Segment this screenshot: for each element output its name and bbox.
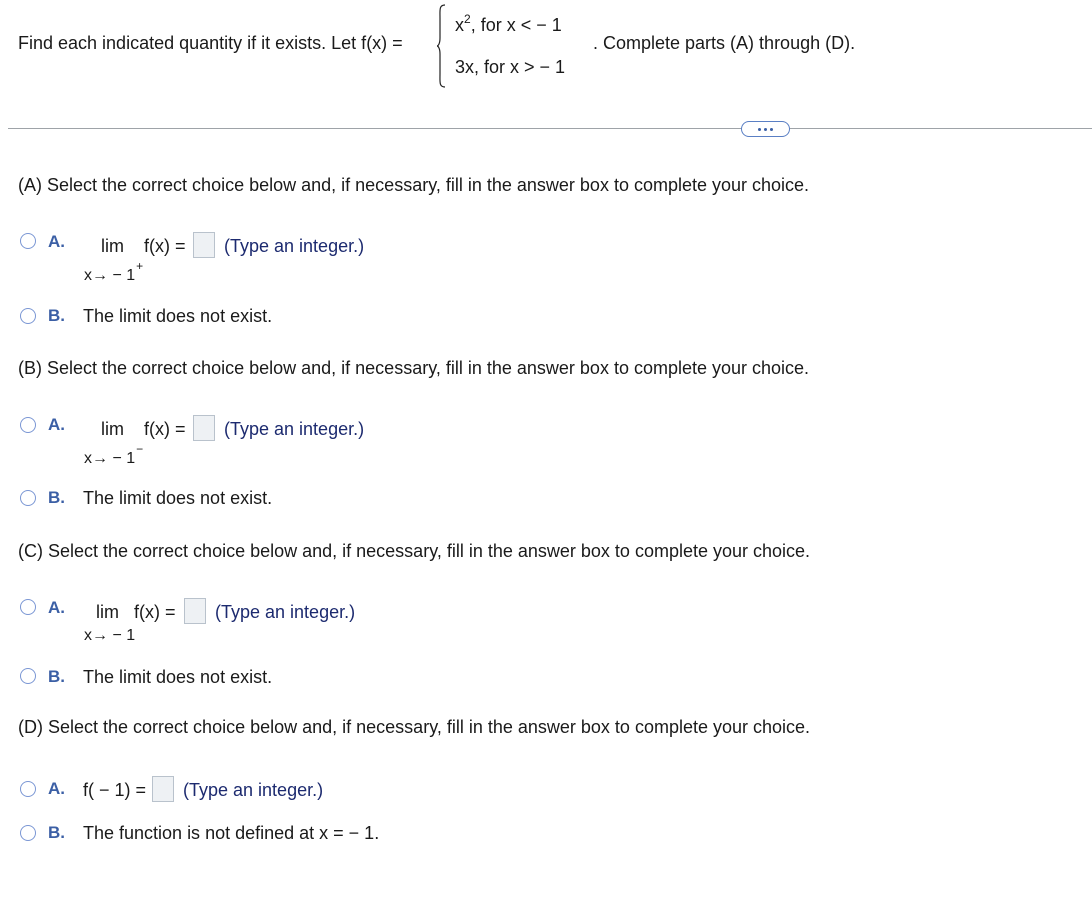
part-d-choice-a-letter: A.: [48, 779, 65, 798]
part-b-choice-b-text: The limit does not exist.: [83, 488, 273, 508]
part-a-choice-b-letter: B.: [48, 306, 65, 325]
part-c-choice-a-radio[interactable]: [20, 599, 36, 615]
part-a-side-sign: +: [136, 259, 144, 273]
problem-suffix: . Complete parts (A) through (D).: [593, 33, 856, 53]
part-a-answer-input[interactable]: [193, 232, 215, 258]
part-d-choice-b-letter: B.: [48, 823, 65, 842]
part-a-hint: (Type an integer.): [224, 236, 365, 256]
part-a-fx: f(x) =: [144, 236, 186, 256]
part-c-hint: (Type an integer.): [215, 602, 356, 622]
part-b-approach: x→ − 1: [84, 450, 136, 467]
part-d-choice-b-radio[interactable]: [20, 825, 36, 841]
part-a-lim: lim: [101, 236, 124, 256]
part-a-choice-a-radio[interactable]: [20, 233, 36, 249]
part-b-limit-subscript: [84, 442, 144, 468]
part-c-limit-subscript: x→ − 1: [84, 627, 136, 644]
ellipsis-dot: [764, 128, 767, 131]
part-c-choice-b-text: The limit does not exist.: [83, 667, 273, 687]
part-d-instruction: (D) Select the correct choice below and, if necessary, fill in the answer box to complete your choice.: [18, 717, 811, 737]
part-a-choice-b-radio[interactable]: [20, 308, 36, 324]
part-c-instruction: (C) Select the correct choice below and, if necessary, fill in the answer box to complete your choice.: [18, 541, 811, 561]
part-a-instruction: (A) Select the correct choice below and, if necessary, fill in the answer box to complete your choice.: [18, 175, 810, 195]
part-d-hint: (Type an integer.): [183, 780, 324, 800]
part-a-limit-subscript: [84, 259, 144, 285]
piecewise-case-1: [455, 12, 562, 36]
part-c-fx: f(x) =: [134, 602, 176, 622]
part-b-choice-a-letter: A.: [48, 415, 65, 434]
part-b-choice-b-radio[interactable]: [20, 490, 36, 506]
piecewise-case-2: 3x, for x > − 1: [455, 57, 566, 77]
part-b-instruction: (B) Select the correct choice below and, if necessary, fill in the answer box to complete your choice.: [18, 358, 810, 378]
part-b-side-sign: −: [136, 442, 144, 456]
case1-condition: , for x < − 1: [470, 15, 562, 35]
part-b-choice-a-radio[interactable]: [20, 417, 36, 433]
problem-prompt: Find each indicated quantity if it exists. Let f(x) =: [18, 33, 403, 53]
more-options-button[interactable]: [741, 121, 790, 137]
part-b-fx: f(x) =: [144, 419, 186, 439]
part-b-answer-input[interactable]: [193, 415, 215, 441]
part-c-answer-input[interactable]: [184, 598, 206, 624]
part-d-choice-a-radio[interactable]: [20, 781, 36, 797]
case1-exponent: 2: [464, 12, 471, 26]
piecewise-brace-icon: [436, 4, 446, 88]
part-c-choice-b-letter: B.: [48, 667, 65, 686]
part-d-choice-b-text: The function is not defined at x = − 1.: [83, 823, 380, 843]
part-b-hint: (Type an integer.): [224, 419, 365, 439]
case1-expr: x: [455, 15, 464, 35]
ellipsis-dot: [770, 128, 773, 131]
part-c-choice-a-letter: A.: [48, 598, 65, 617]
part-a-choice-a-letter: A.: [48, 232, 65, 251]
part-a-choice-b-text: The limit does not exist.: [83, 306, 273, 326]
part-d-fx: f( − 1) =: [83, 780, 147, 800]
section-divider: [8, 128, 1092, 129]
part-c-choice-b-radio[interactable]: [20, 668, 36, 684]
ellipsis-icon: [758, 128, 761, 131]
part-b-choice-b-letter: B.: [48, 488, 65, 507]
part-b-lim: lim: [101, 419, 124, 439]
part-d-answer-input[interactable]: [152, 776, 174, 802]
part-c-lim: lim: [96, 602, 119, 622]
part-a-approach: x→ − 1: [84, 267, 136, 284]
